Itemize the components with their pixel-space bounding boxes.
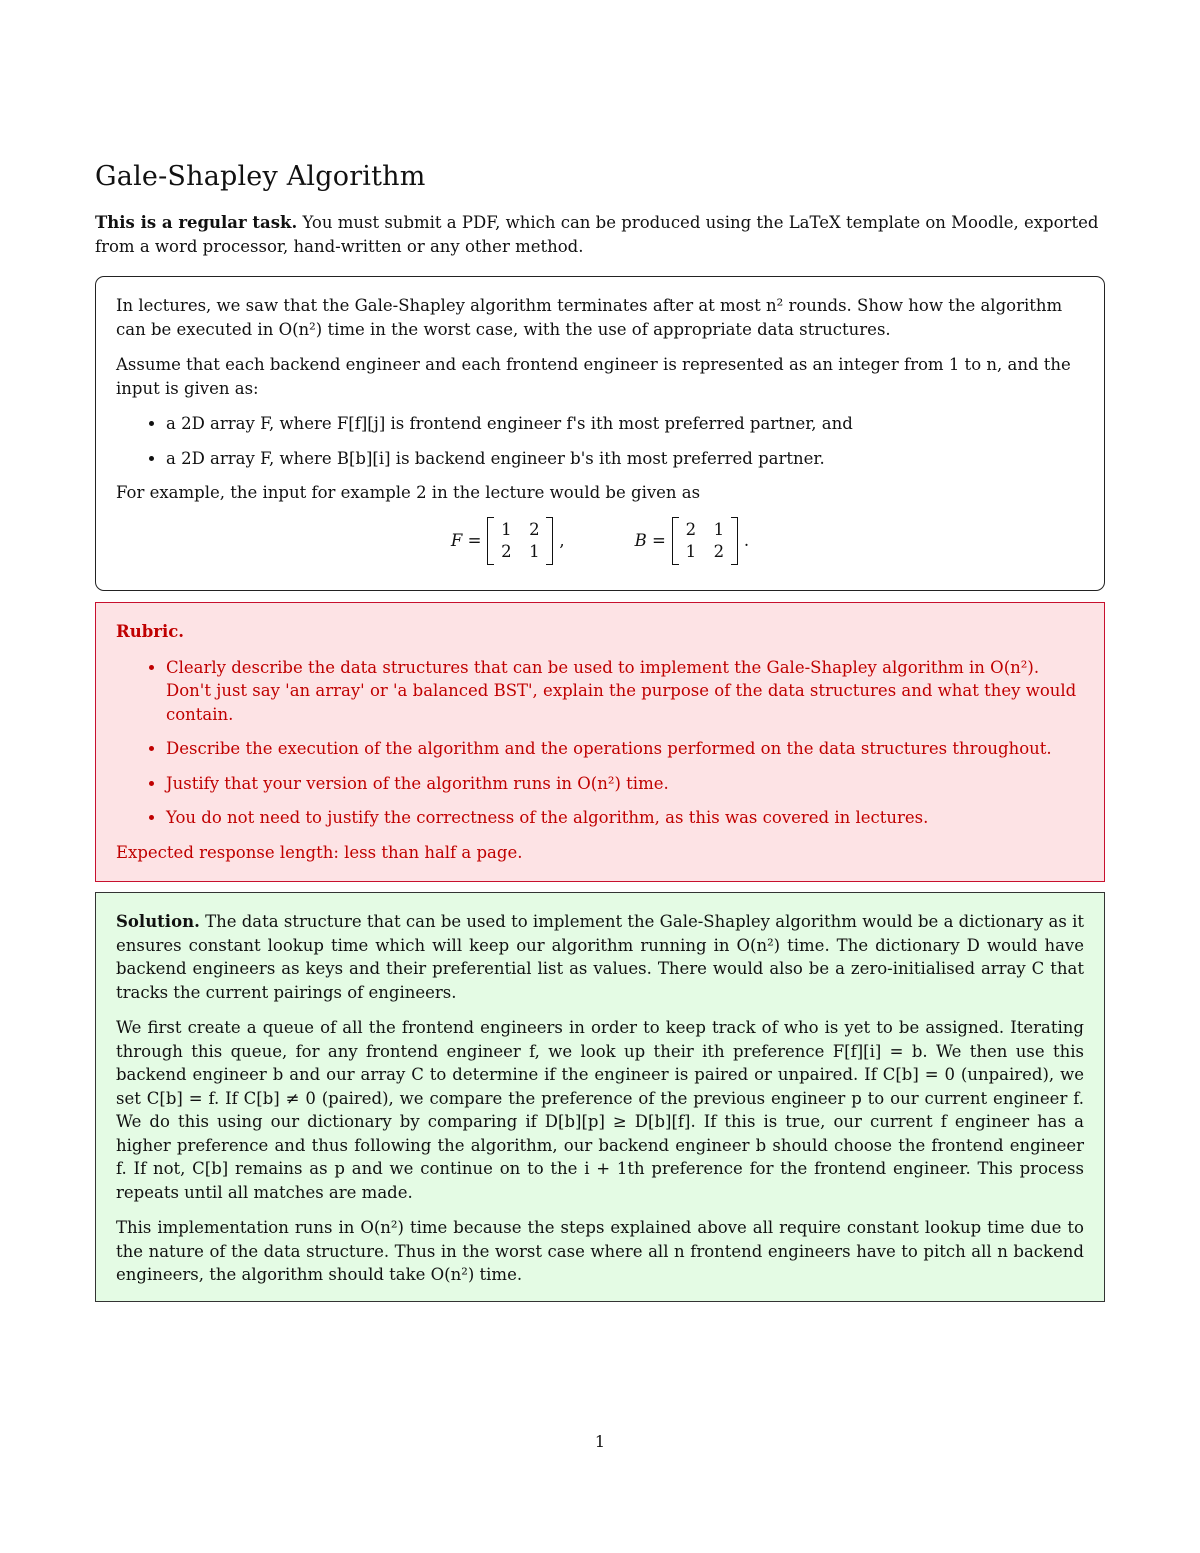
matrix-cell: 2 (501, 541, 512, 561)
task-box (95, 276, 1105, 591)
solution-label: Solution. (116, 912, 200, 931)
matrix-cell: 1 (529, 541, 540, 561)
section-title: Gale-Shapley Algorithm (95, 161, 426, 192)
intro-paragraph (95, 211, 1105, 258)
intro-lead: This is a regular task. (95, 213, 298, 232)
rubric-bullet: • Clearly describe the data structures that can be used to implement the Gale-Shapley algorithm in O(n²). Don't just say 'an array' or 'a balanced BST', explain the purpose of the data structures and what they would contain. (166, 656, 1084, 727)
rubric-title: Rubric. (116, 622, 184, 641)
matrix-separator: . (743, 530, 750, 550)
matrix-B-label: B = (634, 530, 666, 550)
matrix-B (635, 517, 749, 565)
matrix-cell: 2 (713, 541, 725, 561)
page-number: 1 (594, 1432, 606, 1451)
rubric-box (95, 602, 1105, 882)
solution-paragraph-3: This implementation runs in O(n²) time because the steps explained above all require constant lookup time due to the nature of the data structure. Thus in the worst case where all n frontend engineers have to pitch all n backend engineers, the algorithm should take O(n²) time. (116, 1218, 1084, 1284)
matrix-cell: 2 (529, 519, 540, 539)
matrix-B-body (672, 517, 738, 565)
task-bullet: • a 2D array F, where B[b][i] is backend engineer b's ith most preferred partner. (166, 447, 1084, 471)
matrix-F-body (487, 517, 553, 565)
rubric-bullet: • Describe the execution of the algorithm and the operations performed on the data structures throughout. (166, 737, 1084, 761)
solution-box (95, 892, 1105, 1302)
matrix-cell: 1 (713, 519, 725, 539)
matrix-cell: 2 (685, 519, 697, 539)
matrix-cell: 1 (685, 541, 697, 561)
matrix-separator: , (559, 530, 565, 550)
matrix-F (451, 517, 565, 565)
rubric-bullet: • You do not need to justify the correctness of the algorithm, as this was covered in lectures. (166, 806, 1084, 830)
task-input-list (116, 412, 1084, 470)
intro-text: You must submit a PDF, which can be produced using the LaTeX template on Moodle, exported from a word processor, hand-written or any other method. (95, 213, 1099, 256)
task-bullet: • a 2D array F, where F[f][j] is frontend engineer f's ith most preferred partner, and (166, 412, 1084, 436)
matrix-cell: 1 (501, 519, 512, 539)
task-paragraph-2: Assume that each backend engineer and each frontend engineer is represented as an integer from 1 to n, and the input is given as: (116, 355, 1071, 398)
task-paragraph-3: For example, the input for example 2 in the lecture would be given as (116, 483, 701, 502)
rubric-list (116, 656, 1084, 830)
solution-paragraph-1 (116, 910, 1084, 1004)
task-paragraph-1: In lectures, we saw that the Gale-Shapley algorithm terminates after at most n² rounds. Show how the algorithm can be executed in O(n²) time in the worst case, with the use of appropriate data structures. (116, 296, 1063, 339)
solution-paragraph-2: We first create a queue of all the frontend engineers in order to keep track of who is yet to be assigned. Iterating through this queue, for any frontend engineer f, we look up their ith preference F[f][i] = b. We then use this backend engineer b and our array C to determine if the engineer is paired or unpaired. If C[b] = 0 (unpaired), we set C[b] = f. If C[b] ≠ 0 (paired), we compare the preference of the previous engineer p to our current engineer f. We do this using our dictionary by comparing if D[b][p] ≥ D[b][f]. If this is true, our current f engineer has a higher preference and thus following the algorithm, our backend engineer b should choose the frontend engineer f. If not, C[b] remains as p and we continue on to the i + 1th preference for the frontend engineer. This process repeats until all matches are made. (116, 1018, 1084, 1202)
matrix-equation (116, 517, 1084, 565)
solution-text-1: The data structure that can be used to implement the Gale-Shapley algorithm would be a dictionary as it ensures constant lookup time which will keep our algorithm running in O(n²) time. The dictionary D would have backend engineers as keys and their preferential list as values. There would also be a zero-initialised array C that tracks the current pairings of engineers. (116, 912, 1084, 1002)
rubric-footer: Expected response length: less than half a page. (116, 842, 523, 862)
matrix-F-label: F = (450, 530, 482, 550)
rubric-bullet: • Justify that your version of the algorithm runs in O(n²) time. (166, 772, 1084, 796)
